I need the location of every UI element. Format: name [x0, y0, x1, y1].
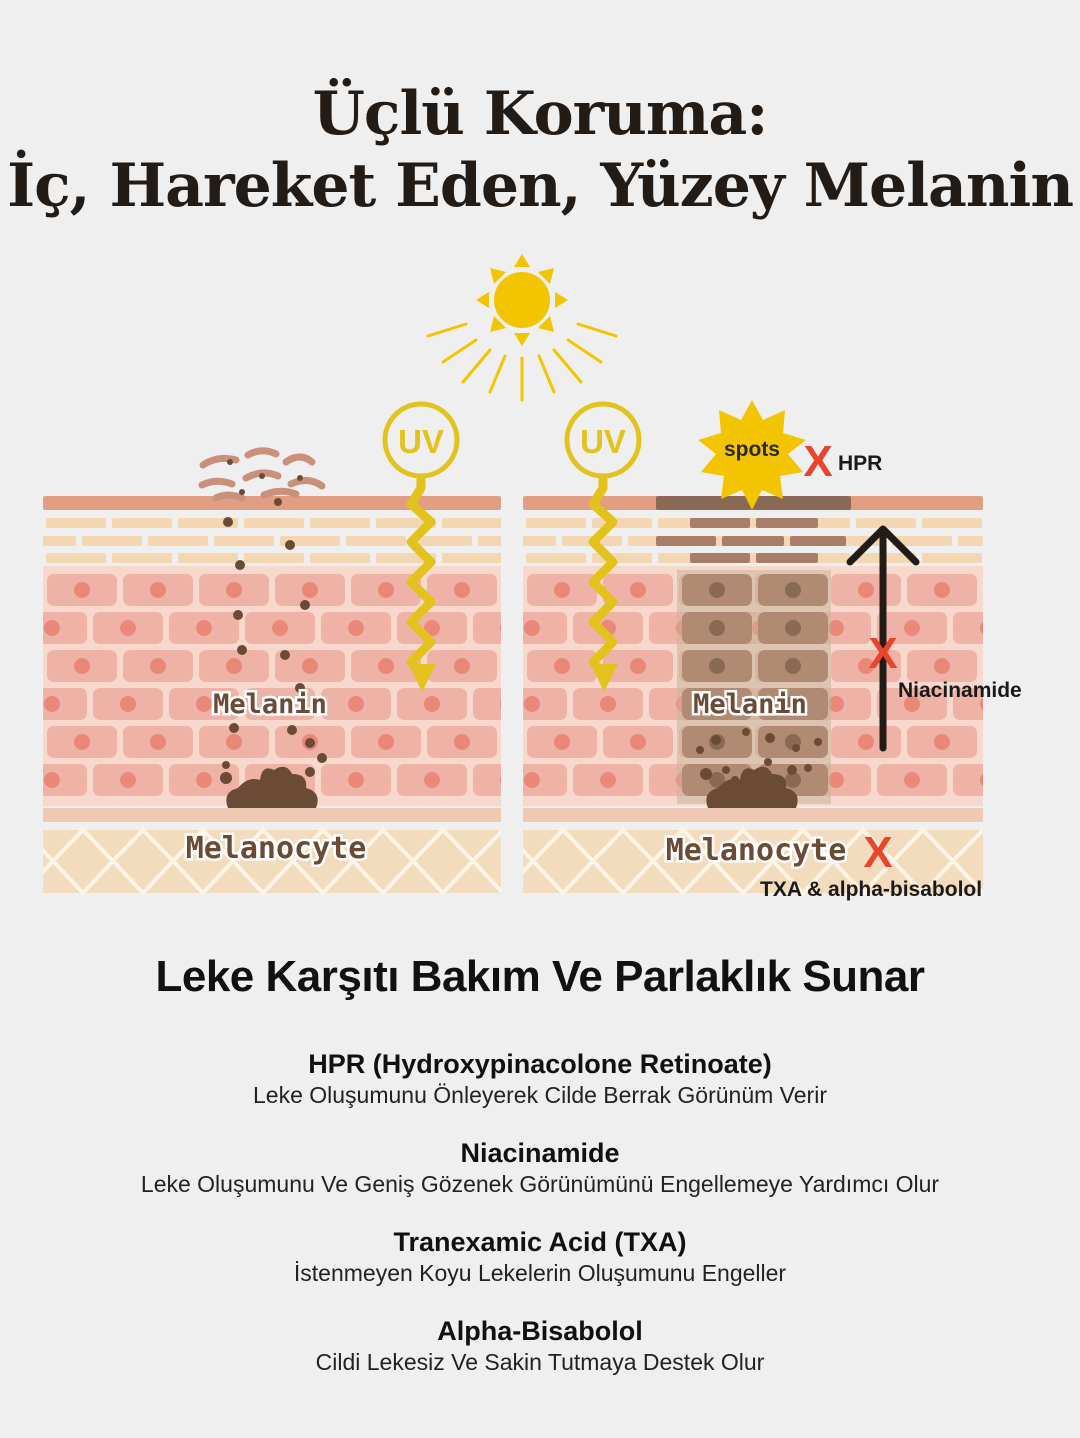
x-mark-txa: X: [863, 828, 893, 877]
ingredient-name: Alpha-Bisabolol: [437, 1316, 643, 1346]
melanin-label-left: Melanin: [213, 689, 327, 720]
svg-text:UV: UV: [580, 423, 626, 460]
ingredient-desc: İstenmeyen Koyu Lekelerin Oluşumunu Engeller: [293, 1260, 787, 1286]
ingredient-item: [0, 1137, 1080, 1199]
spots-starburst-icon: [698, 400, 806, 510]
melanocyte-label-left: Melanocyte: [185, 831, 367, 866]
melanin-label-right: Melanin: [693, 689, 807, 720]
subheading: Leke Karşıtı Bakım Ve Parlaklık Sunar: [155, 952, 925, 1001]
niacinamide-label: Niacinamide: [898, 679, 1022, 702]
hpr-label: HPR: [838, 452, 883, 475]
ingredient-name: HPR (Hydroxypinacolone Retinoate): [308, 1049, 772, 1079]
ingredient-item: [0, 1226, 1080, 1288]
melanocyte-label-right: Melanocyte: [665, 833, 847, 868]
svg-text:spots: spots: [723, 438, 781, 461]
ingredient-item: [0, 1048, 1080, 1110]
txa-bisabolol-label: TXA & alpha-bisabolol: [760, 878, 983, 901]
ingredient-desc: Leke Oluşumunu Önleyerek Cilde Berrak Görünüm Verir: [253, 1082, 827, 1108]
sun-icon: [428, 254, 616, 400]
skin-diagram: [0, 240, 1080, 920]
x-mark-hpr: X: [803, 437, 833, 486]
x-mark-niacinamide: X: [868, 629, 898, 678]
ingredient-name: Tranexamic Acid (TXA): [393, 1227, 687, 1257]
title-line-2: İç, Hareket Eden, Yüzey Melanin: [7, 151, 1073, 221]
ingredient-name: Niacinamide: [460, 1138, 620, 1168]
ingredient-item: [0, 1315, 1080, 1377]
svg-text:UV: UV: [398, 423, 444, 460]
uv-icon-left: [385, 404, 457, 476]
ingredient-desc: Cildi Lekesiz Ve Sakin Tutmaya Destek Olur: [315, 1349, 765, 1375]
title-line-1: Üçlü Koruma:: [312, 79, 768, 149]
uv-icon-right: [567, 404, 639, 476]
ingredient-desc: Leke Oluşumunu Ve Geniş Gözenek Görünümünü Engellemeye Yardımcı Olur: [140, 1171, 940, 1197]
